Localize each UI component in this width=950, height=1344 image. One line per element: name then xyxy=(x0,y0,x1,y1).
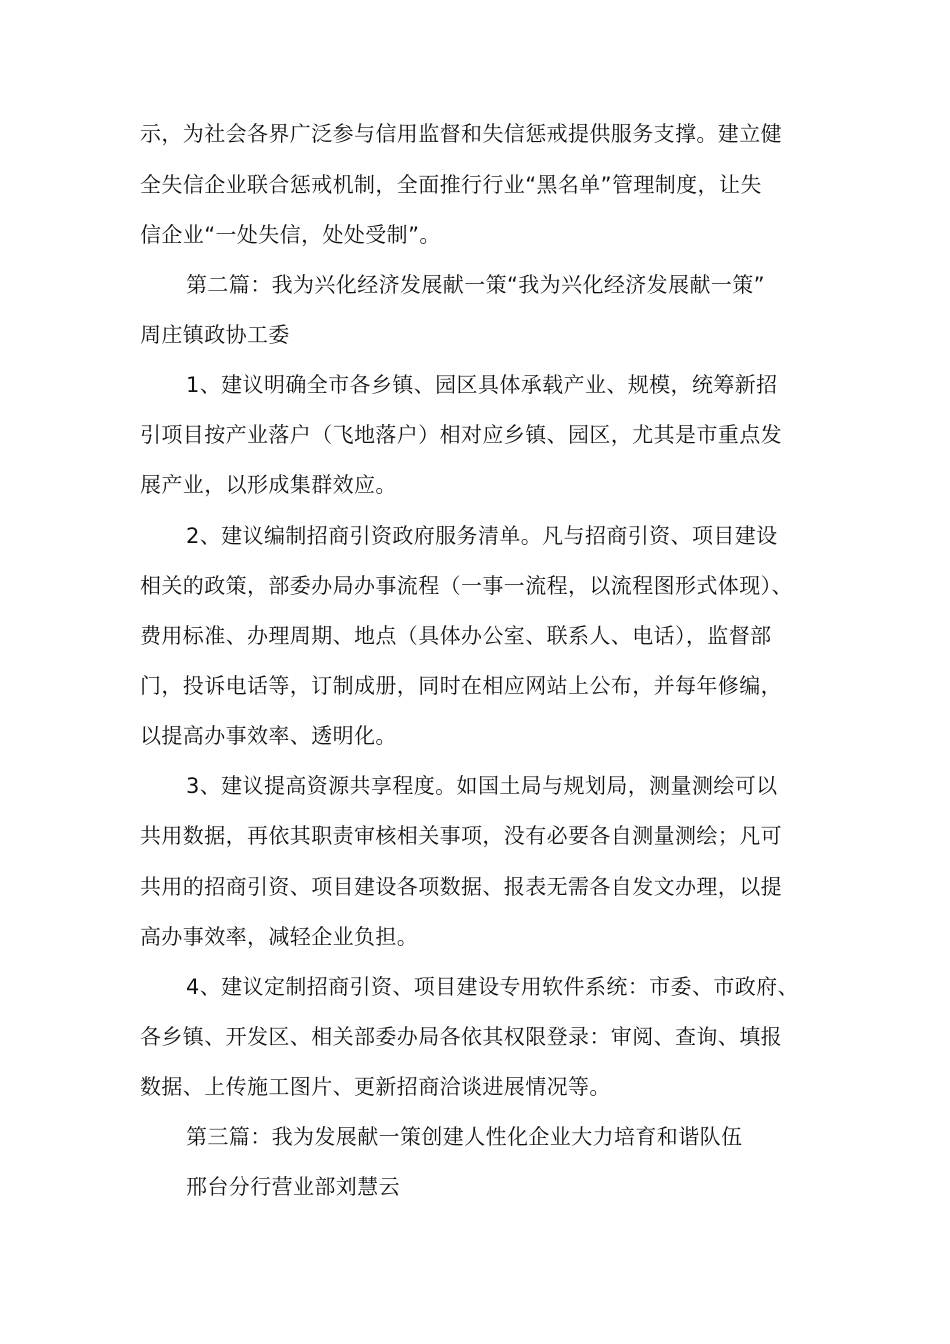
text-line: 展产业，以形成集群效应。 xyxy=(140,473,397,497)
text-line: 4、建议定制招商引资、项目建设专用软件系统：市委、市政府、 xyxy=(186,975,799,999)
author-line: 邢台分行营业部刘慧云 xyxy=(186,1175,400,1199)
text-line: 3、建议提高资源共享程度。如国土局与规划局，测量测绘可以 xyxy=(186,774,778,798)
text-line: 门，投诉电话等，订制成册，同时在相应网站上公布，并每年修编， xyxy=(140,674,782,698)
text-line: 1、建议明确全市各乡镇、园区具体承载产业、规模，统筹新招 xyxy=(186,373,778,397)
text-line: 数据、上传施工图片、更新招商洽谈进展情况等。 xyxy=(140,1075,611,1099)
text-line: 2、建议编制招商引资政府服务清单。凡与招商引资、项目建设 xyxy=(186,524,778,548)
text-line: 费用标准、办理周期、地点（具体办公室、联系人、电话），监督部 xyxy=(140,624,772,648)
text-line: 相关的政策，部委办局办事流程（一事一流程，以流程图形式体现）、 xyxy=(140,574,793,598)
text-line: 引项目按产业落户（飞地落户）相对应乡镇、园区，尤其是市重点发 xyxy=(140,423,782,447)
text-line: 各乡镇、开发区、相关部委办局各依其权限登录：审阅、查询、填报 xyxy=(140,1025,782,1049)
text-line: 共用数据，再依其职责审核相关事项，没有必要各自测量测绘；凡可 xyxy=(140,824,782,848)
text-line: 高办事效率，减轻企业负担。 xyxy=(140,925,419,949)
section-heading: 第三篇：我为发展献一策创建人性化企业大力培育和谐队伍 xyxy=(186,1125,743,1149)
text-line: 全失信企业联合惩戒机制，全面推行行业“黑名单”管理制度，让失 xyxy=(140,173,762,197)
author-line: 周庄镇政协工委 xyxy=(140,323,290,347)
text-line: 示，为社会各界广泛参与信用监督和失信惩戒提供服务支撑。建立健 xyxy=(140,122,782,146)
section-heading: 第二篇：我为兴化经济发展献一策“我为兴化经济发展献一策” xyxy=(186,273,765,297)
text-line: 共用的招商引资、项目建设各项数据、报表无需各自发文办理，以提 xyxy=(140,875,782,899)
text-line: 信企业“一处失信，处处受制”。 xyxy=(140,223,441,247)
text-line: 以提高办事效率、透明化。 xyxy=(140,724,397,748)
